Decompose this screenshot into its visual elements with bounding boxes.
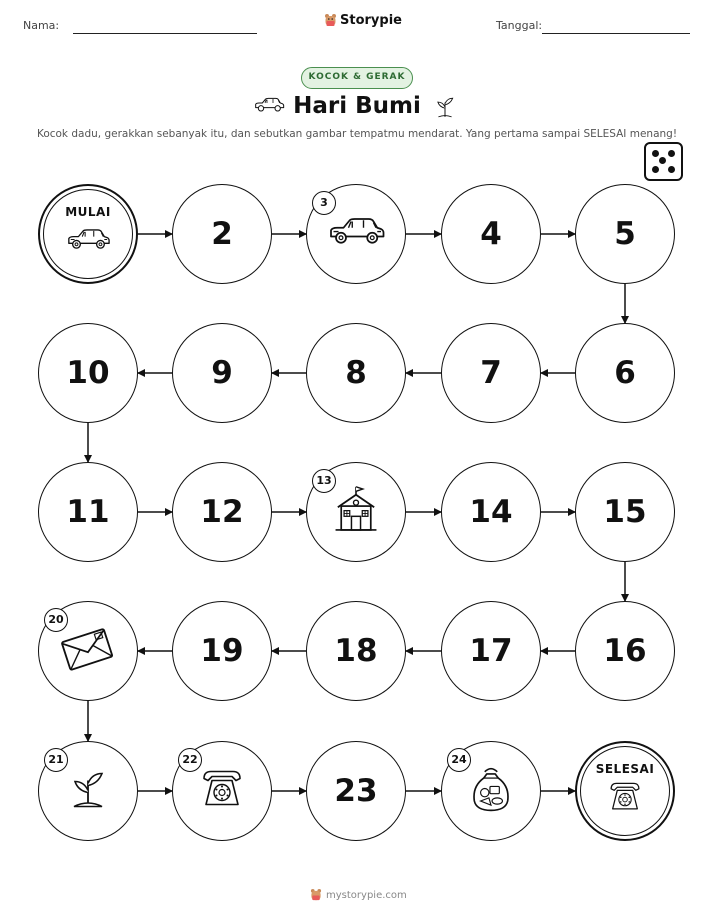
board-space	[306, 462, 406, 562]
space-number: 7	[480, 355, 502, 391]
finish-space	[575, 741, 675, 841]
board-space	[441, 184, 541, 284]
space-number: 15	[603, 494, 647, 530]
car-icon	[65, 228, 112, 256]
bear-icon	[310, 888, 322, 902]
board-space	[172, 462, 272, 562]
space-number-badge: 13	[312, 469, 336, 493]
space-number-badge: 3	[312, 191, 336, 215]
space-number-badge: 24	[447, 748, 471, 772]
board-space	[306, 601, 406, 701]
board-space	[575, 462, 675, 562]
board-space	[441, 601, 541, 701]
board-space	[172, 323, 272, 423]
space-number: 11	[66, 494, 110, 530]
start-label: MULAI	[65, 205, 111, 219]
board-space	[172, 184, 272, 284]
space-number: 10	[66, 355, 110, 391]
board-space	[441, 741, 541, 841]
space-number: 5	[614, 216, 636, 252]
board-space	[172, 741, 272, 841]
envelope-icon	[59, 625, 117, 678]
car-icon	[326, 217, 386, 252]
space-number: 9	[211, 355, 233, 391]
board-space	[575, 323, 675, 423]
instructions: Kocok dadu, gerakkan sebanyak itu, dan sebutkan gambar tempatmu mendarat. Yang pertama sampai SELESAI menang!	[36, 128, 678, 140]
board-space	[575, 184, 675, 284]
activity-tag: KOCOK & GERAK	[301, 67, 413, 89]
board-space	[38, 741, 138, 841]
space-number: 17	[469, 633, 513, 669]
finish-label: SELESAI	[595, 762, 655, 776]
space-number: 14	[469, 494, 513, 530]
board-space	[306, 323, 406, 423]
school-icon	[331, 485, 381, 540]
telephone-icon	[607, 779, 644, 818]
space-number-badge: 22	[178, 748, 202, 772]
space-number: 6	[614, 355, 636, 391]
space-number: 16	[603, 633, 647, 669]
board-space	[306, 741, 406, 841]
space-number: 8	[345, 355, 367, 391]
date-label: Tanggal:	[496, 19, 543, 32]
space-number: 23	[334, 773, 378, 809]
board-space	[38, 323, 138, 423]
start-space	[38, 184, 138, 284]
board-space	[306, 184, 406, 284]
page-title: Hari Bumi	[293, 93, 421, 119]
trash-bag-icon	[468, 764, 514, 819]
space-number: 18	[334, 633, 378, 669]
board-space	[441, 323, 541, 423]
space-number-badge: 20	[44, 608, 68, 632]
brand-name: Storypie	[340, 13, 402, 28]
footer-url: mystorypie.com	[326, 889, 407, 901]
space-number: 2	[211, 216, 233, 252]
board-space	[172, 601, 272, 701]
sprout-icon	[68, 767, 108, 816]
space-number: 12	[200, 494, 244, 530]
footer	[310, 888, 407, 902]
board-space	[575, 601, 675, 701]
board-space	[38, 462, 138, 562]
name-label: Nama:	[23, 19, 60, 32]
board-space	[38, 601, 138, 701]
board-space	[441, 462, 541, 562]
telephone-icon	[198, 767, 246, 816]
space-number-badge: 21	[44, 748, 68, 772]
space-number: 19	[200, 633, 244, 669]
space-number: 4	[480, 216, 502, 252]
